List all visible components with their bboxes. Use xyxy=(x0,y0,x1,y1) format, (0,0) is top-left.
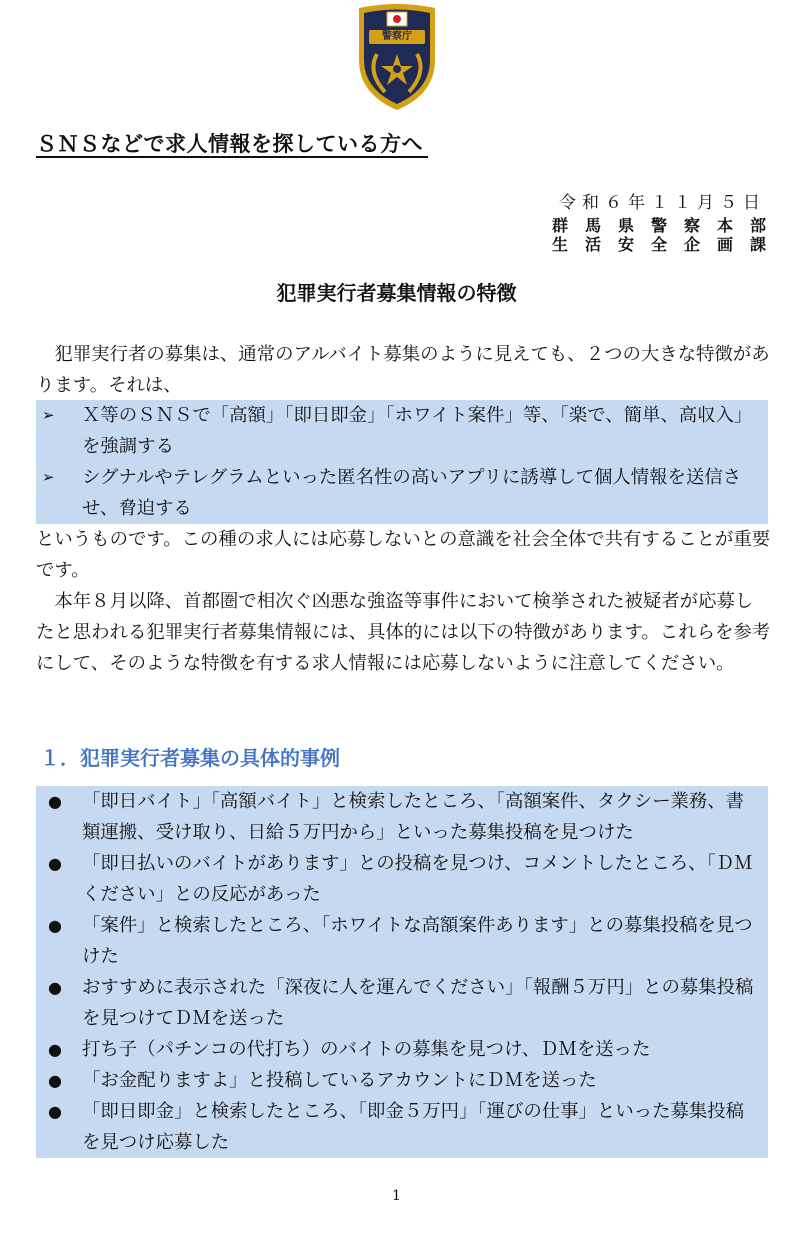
issuing-organization: 群馬県警察本部 xyxy=(551,216,783,235)
background-paragraph: 本年８月以降、首都圏で相次ぐ凶悪な強盗等事件において検挙された被疑者が応募したと思われる犯罪実行者募集情報には、具体的には以下の特徴があります。これらを参考にして、そのような特徴を有する求人情報には応募しないように注意してください。 xyxy=(36,591,771,674)
example-item xyxy=(36,848,768,910)
bullet-icon: ● xyxy=(48,978,62,997)
example-item xyxy=(36,910,768,972)
feature-highlight-box xyxy=(36,400,768,524)
example-item xyxy=(36,1034,768,1065)
feature-item xyxy=(36,462,768,524)
bullet-icon: ● xyxy=(48,1071,62,1090)
example-text: 「即日即金」と検索したところ、「即金５万円」「運びの仕事」といった募集投稿を見つけ応募した xyxy=(82,1101,745,1153)
example-text: 「案件」と検索したところ、「ホワイトな高額案件あります」との募集投稿を見つけた xyxy=(82,915,753,967)
example-text: 打ち子（パチンコの代打ち）のバイトの募集を見つけ、ＤＭを送った xyxy=(82,1039,651,1060)
section-heading-examples: １．犯罪実行者募集の具体的事例 xyxy=(40,746,340,770)
issuing-department: 生活安全企画課 xyxy=(551,235,783,254)
feature-text: シグナルやテレグラムといった匿名性の高いアプリに誘導して個人情報を送信させ、脅迫する xyxy=(82,467,742,519)
bullet-icon: ● xyxy=(48,1040,62,1059)
title-underline xyxy=(36,156,428,158)
bullet-icon: ● xyxy=(48,1102,62,1121)
arrow-bullet-icon: ➢ xyxy=(42,406,55,424)
intro-paragraph: 犯罪実行者の募集は、通常のアルバイト募集のように見えても、２つの大きな特徴があります。それは、 xyxy=(36,344,770,396)
example-item xyxy=(36,1096,768,1158)
conclusion-paragraph: というものです。この種の求人には応募しないとの意識を社会全体で共有することが重要です。 xyxy=(36,529,771,581)
feature-item xyxy=(36,400,768,462)
police-emblem-icon xyxy=(355,2,439,112)
bullet-icon: ● xyxy=(48,792,62,811)
example-item xyxy=(36,972,768,1034)
example-text: 「お金配りますよ」と投稿しているアカウントにＤＭを送った xyxy=(82,1070,597,1091)
examples-highlight-box xyxy=(36,786,768,1158)
page-number: 1 xyxy=(392,1188,401,1204)
document-title: ＳＮＳなどで求人情報を探している方へ xyxy=(36,132,423,156)
issue-date: 令和６年１１月５日 xyxy=(559,193,766,213)
police-emblem xyxy=(355,2,439,112)
example-item xyxy=(36,1065,768,1096)
examples-list xyxy=(36,786,768,1158)
bullet-icon: ● xyxy=(48,854,62,873)
example-text: おすすめに表示された「深夜に人を運んでください」「報酬５万円」との募集投稿を見つけてＤＭを送った xyxy=(82,977,754,1029)
example-text: 「即日バイト」「高額バイト」と検索したところ、「高額案件、タクシー業務、書類運搬、受け取り、日給５万円から」といった募集投稿を見つけた xyxy=(82,791,745,843)
feature-list xyxy=(36,400,768,524)
example-item xyxy=(36,786,768,848)
example-text: 「即日払いのバイトがあります」との投稿を見つけ、コメントしたところ、「ＤＭください」との反応があった xyxy=(82,853,753,905)
section-title: 犯罪実行者募集情報の特徴 xyxy=(276,281,517,305)
emblem-text: 警察庁 xyxy=(382,31,412,42)
arrow-bullet-icon: ➢ xyxy=(42,468,55,486)
feature-text: Ｘ等のＳＮＳで「高額」「即日即金」「ホワイト案件」等、「楽で、簡単、高収入」を強調する xyxy=(82,405,753,457)
bullet-icon: ● xyxy=(48,916,62,935)
